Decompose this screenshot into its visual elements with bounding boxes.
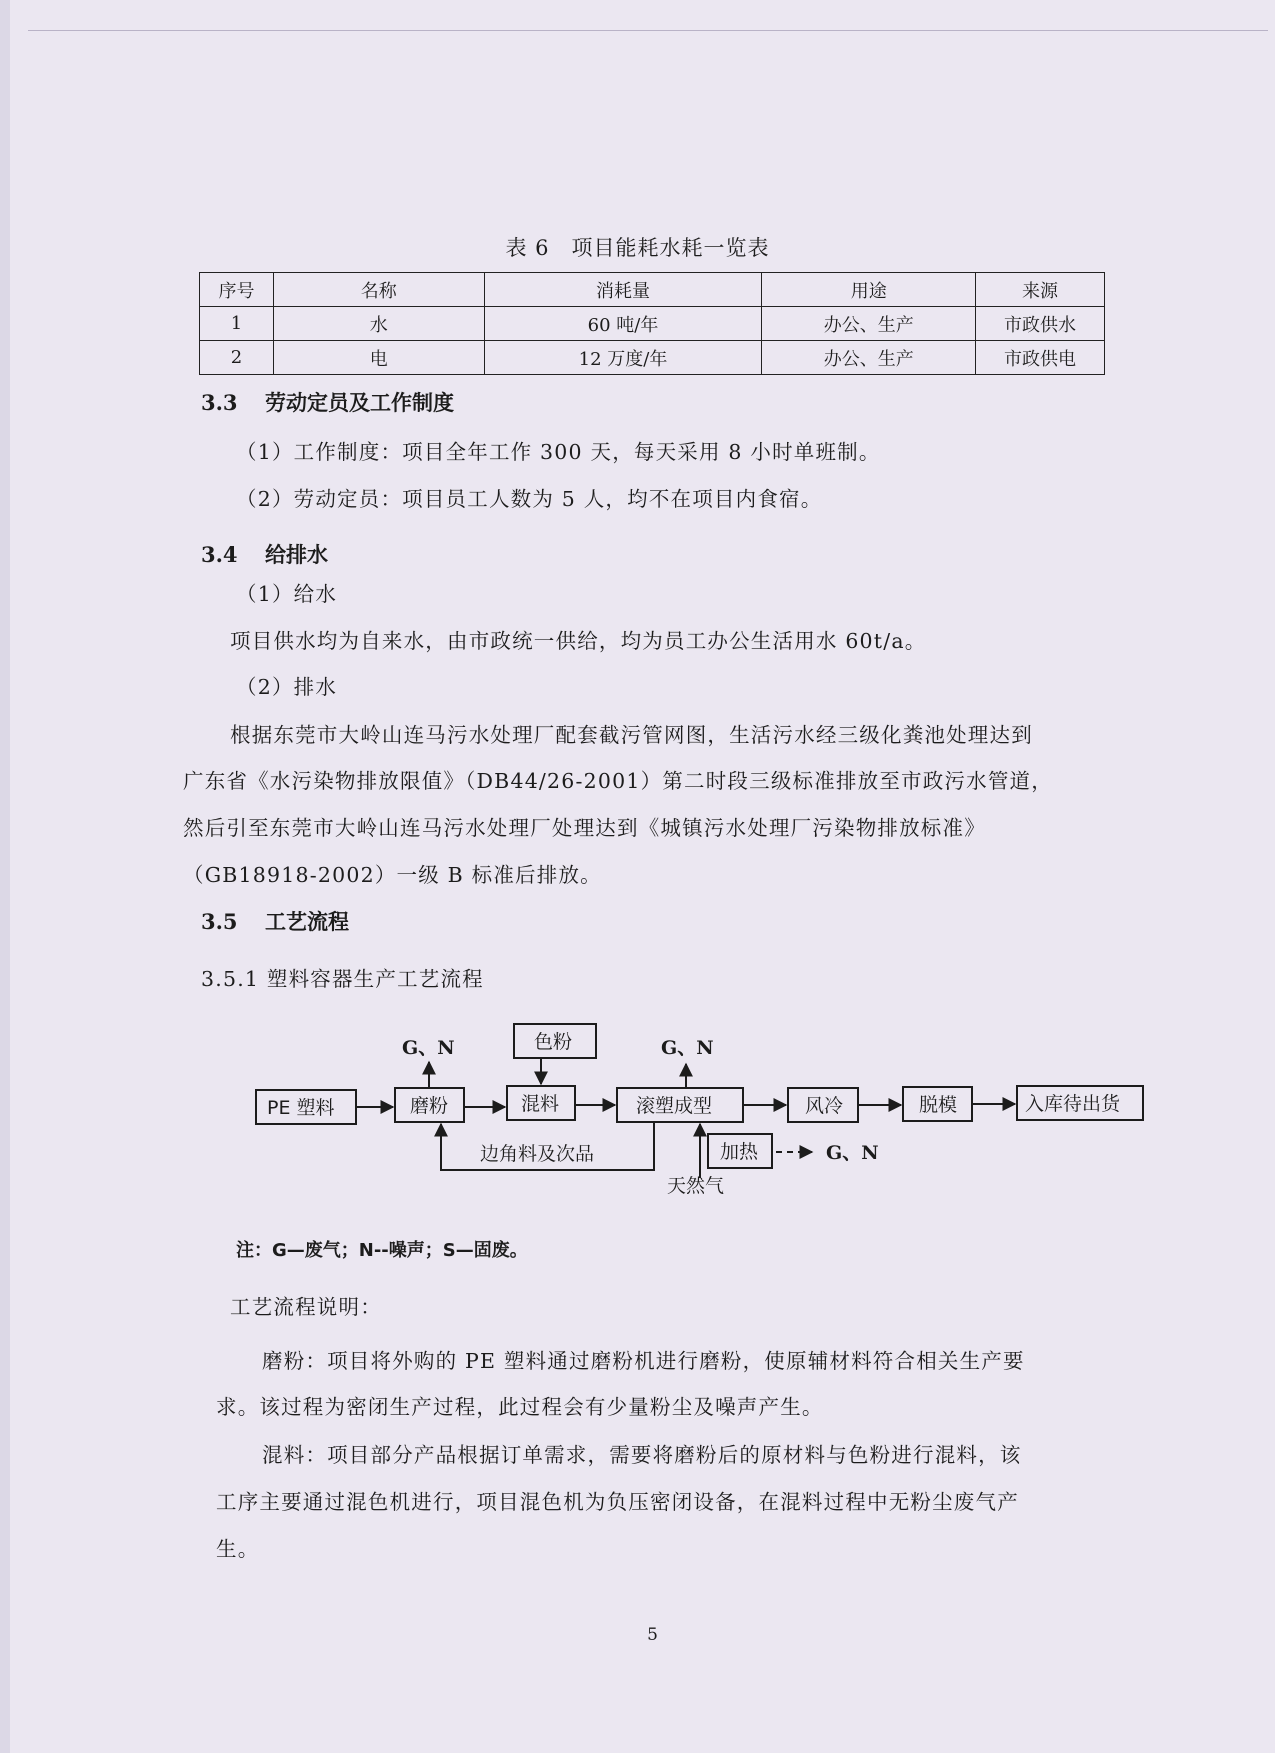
milling-paragraph-line: 磨粉：项目将外购的 PE 塑料通过磨粉机进行磨粉，使原辅材料符合相关生产要 — [262, 1349, 1025, 1373]
drainage-paragraph-line: 广东省《水污染物排放限值》（DB44/26-2001）第二时段三级标准排放至市政污水管道， — [183, 769, 1053, 793]
table-header-cell: 序号 — [200, 273, 274, 307]
table-header-cell: 来源 — [976, 273, 1105, 307]
table-header-cell: 名称 — [273, 273, 484, 307]
mixing-paragraph-line: 工序主要通过混色机进行，项目混色机为负压密闭设备，在混料过程中无粉尘废气产 — [216, 1490, 1019, 1514]
flow-label: 色粉 — [534, 1031, 573, 1053]
table-cell: 1 — [200, 307, 274, 341]
table-header-cell: 消耗量 — [484, 273, 762, 307]
flow-label: 混料 — [521, 1093, 560, 1115]
emission-label: G、N — [402, 1037, 455, 1059]
table-cell: 办公、生产 — [762, 341, 976, 375]
flow-label: PE 塑料 — [267, 1097, 335, 1119]
emission-label: G、N — [826, 1142, 879, 1164]
table-cell: 2 — [200, 341, 274, 375]
staffing-paragraph: （2）劳动定员：项目员工人数为 5 人，均不在项目内食宿。 — [236, 487, 823, 511]
table-cell: 市政供水 — [976, 307, 1105, 341]
flow-label: 磨粉 — [410, 1095, 449, 1117]
drainage-paragraph-line: （GB18918-2002）一级 B 标准后排放。 — [183, 863, 602, 887]
milling-paragraph-line: 求。该过程为密闭生产过程，此过程会有少量粉尘及噪声产生。 — [216, 1395, 824, 1419]
process-description-title: 工艺流程说明： — [230, 1295, 382, 1319]
subsection-heading-3-5-1: 3.5.1 塑料容器生产工艺流程 — [201, 967, 484, 991]
drainage-paragraph-line: 根据东莞市大岭山连马污水处理厂配套截污管网图，生活污水经三级化粪池处理达到 — [230, 723, 1033, 747]
flow-label: 加热 — [720, 1141, 759, 1163]
page-number: 5 — [647, 1625, 658, 1645]
mixing-paragraph-line: 生。 — [216, 1537, 260, 1561]
drainage-paragraph-line: 然后引至东莞市大岭山连马污水处理厂处理达到《城镇污水处理厂污染物排放标准》 — [183, 816, 986, 840]
table-cell: 60 吨/年 — [484, 307, 762, 341]
table-cell: 水 — [273, 307, 484, 341]
water-supply-subheading: （1）给水 — [236, 582, 338, 606]
flow-label: 滚塑成型 — [636, 1095, 713, 1117]
section-number: 3.5 — [201, 909, 238, 934]
drainage-subheading: （2）排水 — [236, 675, 338, 699]
work-system-paragraph: （1）工作制度：项目全年工作 300 天，每天采用 8 小时单班制。 — [236, 440, 881, 464]
emission-label: G、N — [661, 1037, 714, 1059]
section-title: 工艺流程 — [265, 909, 349, 934]
table-cell: 12 万度/年 — [484, 341, 762, 375]
diagram-note: 注：G—废气；N--噪声；S—固废。 — [236, 1240, 528, 1261]
water-supply-paragraph: 项目供水均为自来水，由市政统一供给，均为员工办公生活用水 60t/a。 — [230, 629, 927, 653]
flow-label: 入库待出货 — [1025, 1093, 1121, 1115]
table-header-cell: 用途 — [762, 273, 976, 307]
flow-label: 边角料及次品 — [480, 1143, 595, 1165]
table-cell: 电 — [273, 341, 484, 375]
section-title: 劳动定员及工作制度 — [265, 390, 454, 415]
table-cell: 市政供电 — [976, 341, 1105, 375]
flow-label: 天然气 — [667, 1175, 725, 1197]
section-number: 3.4 — [201, 542, 238, 567]
flow-label: 风冷 — [805, 1095, 844, 1117]
flow-label: 脱模 — [919, 1094, 958, 1116]
section-title: 给排水 — [265, 542, 328, 567]
table-cell: 办公、生产 — [762, 307, 976, 341]
mixing-paragraph-line: 混料：项目部分产品根据订单需求，需要将磨粉后的原材料与色粉进行混料，该 — [262, 1443, 1022, 1467]
section-number: 3.3 — [201, 390, 238, 415]
table-caption: 表 6 项目能耗水耗一览表 — [505, 236, 770, 260]
